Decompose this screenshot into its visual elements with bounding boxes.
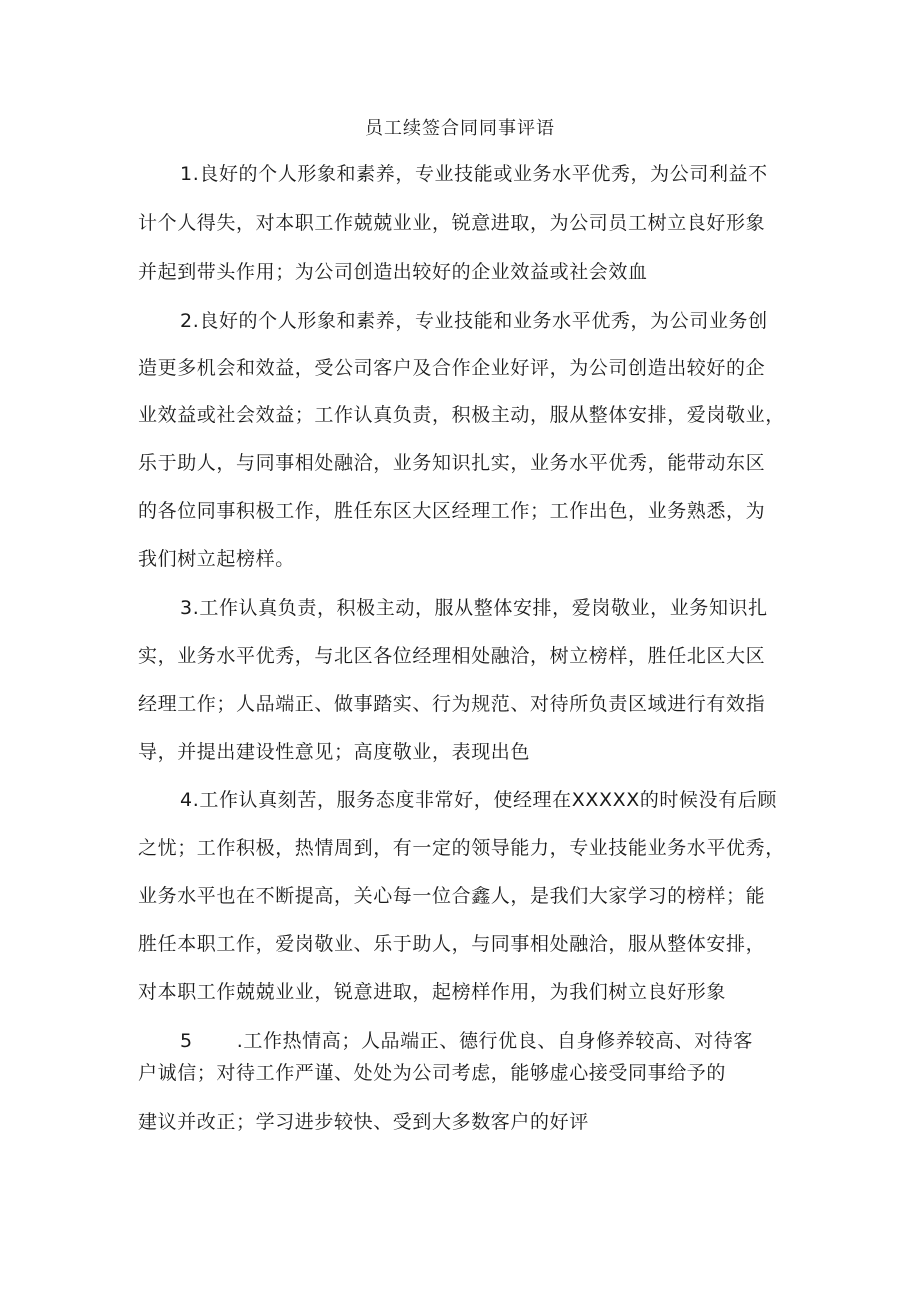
paragraph-1-line-2: 计个人得失，对本职工作兢兢业业，锐意进取，为公司员工树立良好形象 (138, 212, 766, 234)
paragraph-5-line-1: 5 .工作热情高；人品端正、德行优良、自身修养较高、对待客 (180, 1030, 753, 1052)
paragraph-2-number: 2 (180, 310, 193, 332)
paragraph-2-line-3: 业效益或社会效益；工作认真负责，积极主动，服从整体安排，爱岗敬业， (138, 404, 785, 426)
paragraph-4-line-2: 之忧；工作积极，热情周到，有一定的领导能力，专业技能业务水平优秀， (138, 837, 785, 859)
paragraph-4-line-4: 胜任本职工作，爱岗敬业、乐于助人，与同事相处融洽，服从整体安排， (138, 933, 766, 955)
paragraph-2-line-2: 造更多机会和效益，受公司客户及合作企业好评，为公司创造出较好的企 (138, 357, 766, 379)
paragraph-5-line-2: 户诚信；对待工作严谨、处处为公司考虑，能够虚心接受同事给予的 (138, 1062, 727, 1084)
paragraph-5-number: 5 (180, 1030, 193, 1052)
paragraph-2-line-4: 乐于助人，与同事相处融洽，业务知识扎实，业务水平优秀，能带动东区 (138, 452, 766, 474)
paragraph-1-line-1: 1.良好的个人形象和素养，专业技能或业务水平优秀，为公司利益不 (180, 163, 768, 185)
paragraph-2-line-6: 我们树立起榜样。 (138, 548, 295, 570)
paragraph-3-line-2: 实，业务水平优秀，与北区各位经理相处融洽，树立榜样，胜任北区大区 (138, 645, 766, 667)
paragraph-4-line-3: 业务水平也在不断提高，关心每一位合鑫人，是我们大家学习的榜样；能 (138, 885, 766, 907)
paragraph-3-line-1: 3.工作认真负责，积极主动，服从整体安排，爱岗敬业，业务知识扎 (180, 597, 768, 619)
document-title: 员工续签合同同事评语 (365, 118, 555, 139)
paragraph-4-number: 4 (180, 789, 193, 811)
paragraph-1-number: 1 (180, 163, 193, 185)
paragraph-1-line-3: 并起到带头作用；为公司创造出较好的企业效益或社会效血 (138, 261, 648, 283)
paragraph-4-line-1: 4.工作认真刻苦，服务态度非常好，使经理在XXXXX的时候没有后顾 (180, 789, 778, 811)
paragraph-3-line-4: 导，并提出建设性意见；高度敬业，表现出色 (138, 741, 531, 763)
paragraph-5-line-3: 建议并改正；学习进步较快、受到大多数客户的好评 (138, 1111, 589, 1133)
paragraph-3-number: 3 (180, 597, 193, 619)
paragraph-2-line-5: 的各位同事积极工作，胜任东区大区经理工作；工作出色，业务熟悉，为 (138, 500, 766, 522)
paragraph-2-line-1: 2.良好的个人形象和素养，专业技能和业务水平优秀，为公司业务创 (180, 310, 768, 332)
paragraph-3-line-3: 经理工作；人品端正、做事踏实、行为规范、对待所负责区域进行有效指 (138, 693, 766, 715)
paragraph-4-line-5: 对本职工作兢兢业业，锐意进取，起榜样作用，为我们树立良好形象 (138, 981, 727, 1003)
